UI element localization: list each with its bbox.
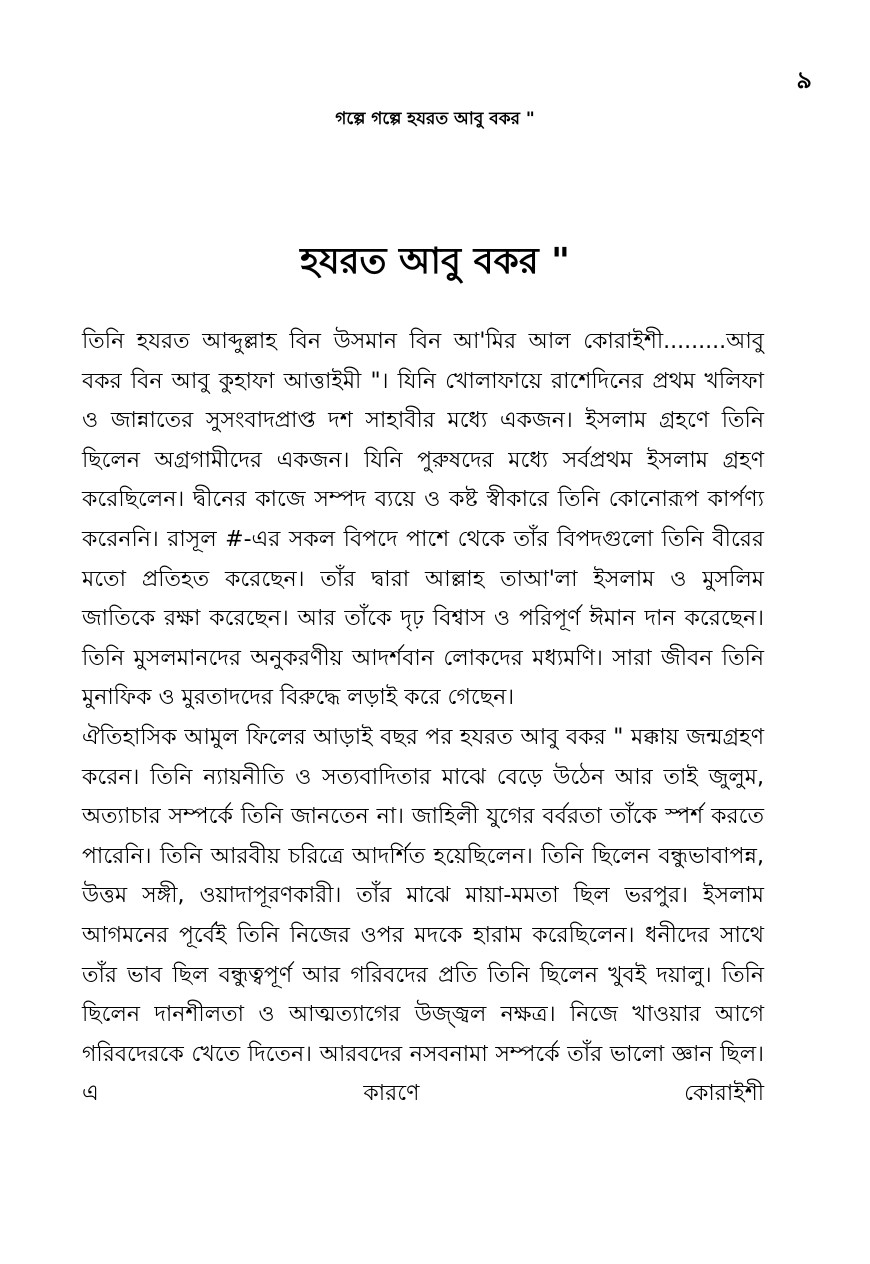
chapter-title: হযরত আবু বকর " bbox=[300, 241, 570, 282]
running-header: গল্পে গল্পে হযরত আবু বকর " bbox=[335, 109, 535, 129]
paragraph: তিনি হযরত আব্দুল্লাহ বিন উসমান বিন আ'মির আল কোরাইশী.........আবু বকর বিন আবু কুহাফা আত্তাইমী "। যিনি খোলাফায়ে রাশেদিনের প্রথম খলিফা ও জান্নাতের সুসংবাদপ্রাপ্ত দশ সাহাবীর মধ্যে একজন। ইসলাম গ্রহণে তিনি ছিলেন অগ্রগামীদের একজন। যিনি পুরুষদের মধ্যে সর্বপ্রথম ইসলাম গ্রহণ করেছিলেন। দ্বীনের কাজে সম্পদ ব্যয়ে ও কষ্ট স্বীকারে তিনি কোনোরূপ কার্পণ্য করেননি। রাসূল #-এর সকল বিপদে পাশে থেকে তাঁর বিপদগুলো তিনি বীরের মতো প্রতিহত করেছেন। তাঁর দ্বারা আল্লাহ তাআ'লা ইসলাম ও মুসলিম জাতিকে রক্ষা করেছেন। আর তাঁকে দৃঢ় বিশ্বাস ও পরিপূর্ণ ঈমান দান করেছেন। তিনি মুসলমানদের অনুকরণীয় আদর্শবান লোকদের মধ্যমণি। সারা জীবন তিনি মুনাফিক ও মুরতাদদের বিরুদ্ধে লড়াই করে গেছেন। bbox=[82, 329, 764, 711]
body-text bbox=[82, 322, 764, 1114]
page-number: ৯ bbox=[796, 66, 812, 94]
paragraph: ঐতিহাসিক আমুল ফিলের আড়াই বছর পর হযরত আবু বকর " মক্কায় জন্মগ্রহণ করেন। তিনি ন্যায়নীতি ও সত্যবাদিতার মাঝে বেড়ে উঠেন আর তাই জুলুম, অত্যাচার সম্পর্কে তিনি জানতেন না। জাহিলী যুগের বর্বরতা তাঁকে স্পর্শ করতে পারেনি। তিনি আরবীয় চরিত্রে আদর্শিত হয়েছিলেন। তিনি ছিলেন বন্ধুভাবাপন্ন, উত্তম সঙ্গী, ওয়াদাপূরণকারী। তাঁর মাঝে মায়া-মমতা ছিল ভরপুর। ইসলাম আগমনের পূর্বেই তিনি নিজের ওপর মদকে হারাম করেছিলেন। ধনীদের সাথে তাঁর ভাব ছিল বন্ধুত্বপূর্ণ আর গরিবদের প্রতি তিনি ছিলেন খুবই দয়ালু। তিনি ছিলেন দানশীলতা ও আত্মত্যাগের উজ্জ্বল নক্ষত্র। নিজে খাওয়ার আগে গরিবদেরকে খেতে দিতেন। আরবদের নসবনামা সম্পর্কে তাঁর ভালো জ্ঞান ছিল। এ কারণে কোরাইশী bbox=[82, 724, 764, 1107]
